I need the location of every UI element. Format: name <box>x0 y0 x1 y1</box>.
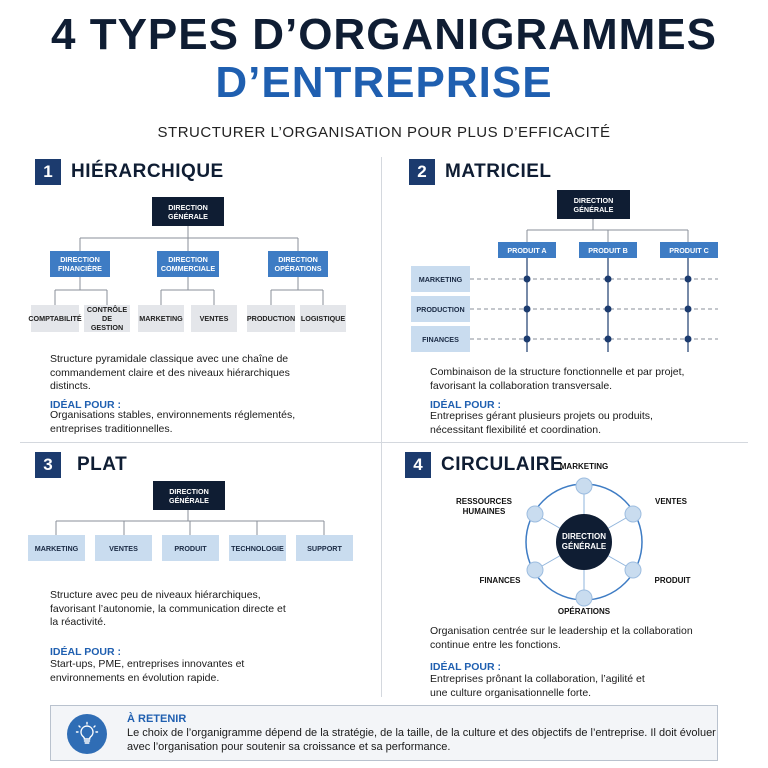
ideal-text: Entreprises prônant la collaboration, l’agilité et une culture organisationnelle forte. <box>430 673 645 699</box>
node-direction-generale: DIRECTION GÉNÉRALE <box>557 190 630 219</box>
node-controle-de-gestion: CONTRÔLE DE GESTION <box>84 305 130 332</box>
label-marketing: MARKETING <box>559 462 609 471</box>
label-operations: OPÉRATIONS <box>557 607 611 616</box>
node-marketing: MARKETING <box>138 305 184 332</box>
node-direction-commerciale: DIRECTION COMMERCIALE <box>157 251 219 277</box>
center-direction-generale: DIRECTION GÉNÉRALE <box>556 514 612 570</box>
node-marketing: MARKETING <box>28 535 85 561</box>
key-takeaway-text: Le choix de l’organigramme dépend de la stratégie, de la taille, de la culture et des objectifs de l’entreprise. Il doit évoluer avec l’organisation pour soutenir sa croissance et sa performance. <box>127 727 716 753</box>
ideal-text: Start-ups, PME, entreprises innovantes et environnements en évolution rapide. <box>50 658 245 684</box>
column-produit-b: PRODUIT B <box>579 242 637 258</box>
key-takeaway-title: À RETENIR <box>127 713 187 725</box>
key-takeaway-box <box>50 705 718 761</box>
section-number: 1 <box>35 159 61 185</box>
section-plat-header <box>35 452 127 478</box>
page-subtitle: STRUCTURER L’ORGANISATION POUR PLUS D’EFFICACITÉ <box>157 124 611 141</box>
node-production: PRODUCTION <box>247 305 295 332</box>
section-title: PLAT <box>77 454 128 475</box>
ideal-text: Organisations stables, environnements réglementés, entreprises traditionnelles. <box>50 409 296 435</box>
section-description: Organisation centrée sur le leadership et la collaboration continue entre les fonctions. <box>430 625 693 651</box>
lightbulb-icon <box>67 714 107 754</box>
node-comptabilite: COMPTABILITÉ <box>31 305 79 332</box>
row-production: PRODUCTION <box>411 296 470 322</box>
section-number: 3 <box>35 452 61 478</box>
section-title: MATRICIEL <box>445 161 552 182</box>
node-logistique: LOGISTIQUE <box>300 305 346 332</box>
node-direction-operations: DIRECTION OPÉRATIONS <box>268 251 328 277</box>
page-title-line1: 4 TYPES D’ORGANIGRAMMES <box>51 10 717 59</box>
section-description: Structure avec peu de niveaux hiérarchiques, favorisant l’autonomie, la communication directe et la réactivité. <box>50 589 286 628</box>
column-produit-a: PRODUIT A <box>498 242 556 258</box>
node-produit: PRODUIT <box>162 535 219 561</box>
section-title: HIÉRARCHIQUE <box>71 161 224 182</box>
label-produit: PRODUIT <box>654 576 691 585</box>
horizontal-divider <box>20 442 748 443</box>
label-ventes: VENTES <box>654 497 687 506</box>
section-description: Combinaison de la structure fonctionnelle et par projet, favorisant la collaboration transversale. <box>430 366 685 392</box>
ideal-label: IDÉAL POUR : <box>430 399 501 411</box>
row-finances: FINANCES <box>411 326 470 352</box>
section-title: CIRCULAIRE <box>441 454 564 475</box>
node-ventes: VENTES <box>191 305 237 332</box>
ideal-label: IDÉAL POUR : <box>50 399 121 411</box>
page-title-line2: D’ENTREPRISE <box>215 58 553 107</box>
row-marketing: MARKETING <box>411 266 470 292</box>
label-ressources-humaines: RESSOURCES HUMAINES <box>455 497 512 516</box>
ideal-label: IDÉAL POUR : <box>50 646 121 658</box>
column-produit-c: PRODUIT C <box>660 242 718 258</box>
section-description: Structure pyramidale classique avec une chaîne de commandement claire et des niveaux hiérarchiques distincts. <box>50 353 290 392</box>
node-direction-generale: DIRECTION GÉNÉRALE <box>152 197 224 226</box>
node-support: SUPPORT <box>296 535 353 561</box>
node-technologie: TECHNOLOGIE <box>229 535 286 561</box>
section-hierarchique-header <box>35 159 224 185</box>
node-ventes: VENTES <box>95 535 152 561</box>
vertical-divider <box>381 157 382 697</box>
section-matriciel-header <box>409 159 552 185</box>
section-number: 4 <box>405 452 431 478</box>
ideal-text: Entreprises gérant plusieurs projets ou produits, nécessitant flexibilité et coordination. <box>430 410 653 436</box>
label-finances: FINANCES <box>479 576 521 585</box>
ideal-label: IDÉAL POUR : <box>430 661 501 673</box>
section-circulaire-header <box>405 452 563 478</box>
node-direction-generale: DIRECTION GÉNÉRALE <box>153 481 225 510</box>
node-direction-financiere: DIRECTION FINANCIÈRE <box>50 251 110 277</box>
section-number: 2 <box>409 159 435 185</box>
